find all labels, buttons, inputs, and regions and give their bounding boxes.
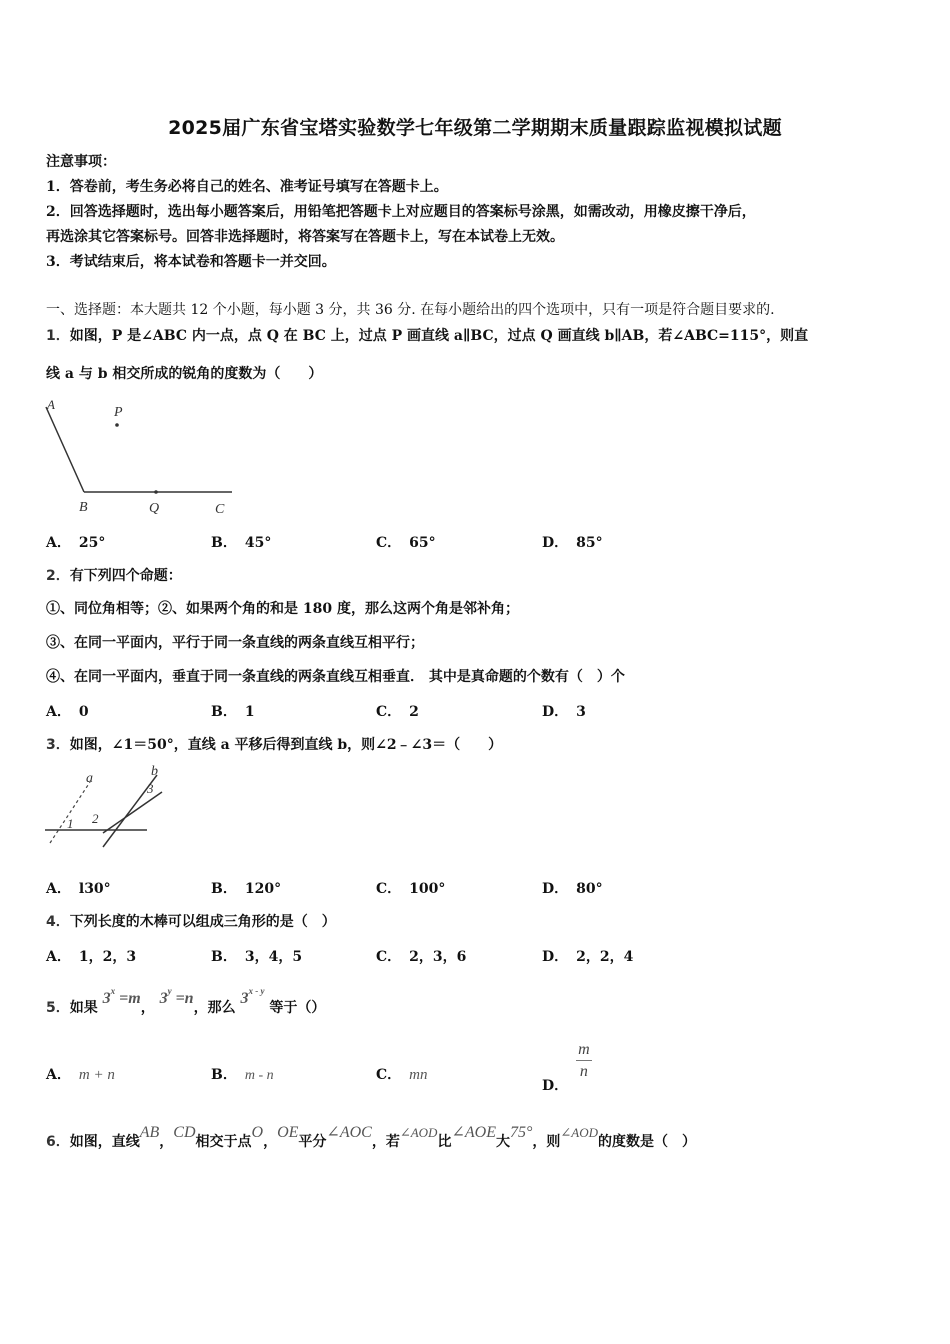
math-75-degrees: 75°	[509, 1124, 533, 1141]
expr-3y-eq-n: $3^y =n$	[159, 986, 194, 1007]
question-1-stem: 如图，P 是∠ABC 内一点，点 Q 在 BC 上，过点 P 画直线 a∥BC，过点 Q 画直线 b∥AB，若∠ABC=115°，则直	[69, 328, 809, 344]
label-c: C	[215, 502, 225, 517]
question-1-line-2: 线 a 与 b 相交所成的锐角的度数为（ ）	[46, 366, 323, 382]
math-angle-aoe: ∠AOE	[451, 1124, 496, 1141]
math-angle-aod: ∠AOD	[399, 1125, 438, 1140]
section-header: 一、选择题：本大题共 12 个小题，每小题 3 分，共 36 分. 在每小题给出的四个选项中，只有一项是符合题目要求的.	[46, 302, 775, 318]
question-1-options	[46, 532, 906, 554]
option-d[interactable]: D． 3	[542, 704, 586, 720]
ray-ba	[46, 407, 84, 492]
question-6-stem: 6．如图，直线AB，CD相交于点O，OE平分∠AOC，若∠AOD比∠AOE大75°，则∠AOD的度数是（ ）	[46, 1124, 696, 1150]
option-b[interactable]: B． 45°	[211, 535, 272, 551]
question-2-line-3: ④、在同一平面内，垂直于同一条直线的两条直线互相垂直． 其中是真命题的个数有（ ）个	[46, 669, 625, 685]
point-p	[115, 423, 119, 427]
page-title: 2025届广东省宝塔实验数学七年级第二学期期末质量跟踪监视模拟试题	[168, 117, 782, 139]
transversal	[103, 792, 162, 833]
notice-item-3: 3．考试结束后，将本试卷和答题卡一并交回。	[46, 254, 336, 270]
question-number: 2．	[46, 568, 70, 584]
question-4-stem: 4．下列长度的木棒可以组成三角形的是（ ）	[46, 914, 336, 930]
option-a[interactable]: A． l30°	[46, 881, 111, 897]
option-b[interactable]: B． m - n	[211, 1067, 274, 1083]
question-5-options	[46, 1040, 906, 1094]
question-number: 3．	[46, 737, 70, 753]
option-a[interactable]: A． 0	[46, 704, 89, 720]
option-c[interactable]: C． 2，3，6	[376, 949, 467, 965]
option-c[interactable]: C． 2	[376, 704, 419, 720]
expr-3-x-minus-y: 3$^{x - y}$	[240, 986, 265, 1007]
question-3-figure	[40, 760, 170, 855]
question-4-options	[46, 946, 906, 968]
question-2-options	[46, 701, 906, 723]
option-d[interactable]: D． 80°	[542, 881, 603, 897]
fraction-m-over-n: $\frac{m}{n}$	[578, 1041, 590, 1080]
option-d[interactable]: D． 85°	[542, 535, 603, 551]
label-q: Q	[149, 501, 160, 516]
notice-item-1: 1．答卷前，考生务必将自己的姓名、准考证号填写在答题卡上。	[46, 179, 448, 195]
question-1-line-1	[46, 326, 906, 346]
option-a[interactable]: A． 1，2，3	[46, 949, 137, 965]
label-1: 1	[67, 816, 74, 831]
question-number: 6．	[46, 1134, 70, 1150]
math-ab: AB	[139, 1124, 160, 1141]
label-b: b	[151, 764, 158, 779]
question-3-options	[46, 878, 906, 900]
option-d[interactable]: D． $\frac{m}{n}$	[542, 1041, 590, 1094]
option-a[interactable]: A． m + n	[46, 1067, 115, 1083]
label-a: A	[47, 397, 55, 412]
option-a[interactable]: A． 25°	[46, 535, 106, 551]
question-1-figure	[40, 395, 240, 520]
option-b[interactable]: B． 3，4，5	[211, 949, 303, 965]
expr-3x-eq-m: $3^x =m$	[102, 986, 141, 1007]
math-angle-aoc: ∠AOC	[326, 1124, 372, 1141]
option-d[interactable]: D． 2，2，4	[542, 949, 634, 965]
question-2-line-1: ①、同位角相等；②、如果两个角的和是 180 度，那么这两个角是邻补角；	[46, 601, 519, 617]
option-c[interactable]: C． 65°	[376, 535, 436, 551]
label-3: 3	[147, 781, 154, 796]
question-5-stem: 5．如果 $3^x =m$， $3^y =n$，那么 3$^{x - y}$ 等于（）	[46, 986, 326, 1016]
math-angle-aod: ∠AOD	[560, 1125, 598, 1140]
math-o: O	[251, 1124, 264, 1141]
point-q	[154, 490, 158, 494]
notice-item-2: 2．回答选择题时，选出每小题答案后，用铅笔把答题卡上对应题目的答案标号涂黑，如需改动，用橡皮擦干净后，	[46, 204, 756, 220]
label-b: B	[79, 500, 88, 515]
label-a: a	[86, 771, 93, 786]
math-oe: OE	[277, 1124, 299, 1141]
label-2: 2	[92, 811, 99, 826]
label-p: P	[114, 405, 123, 420]
math-cd: CD	[173, 1124, 196, 1141]
question-2-line-2: ③、在同一平面内，平行于同一条直线的两条直线互相平行；	[46, 635, 424, 651]
option-c[interactable]: C． 100°	[376, 881, 446, 897]
notice-heading: 注意事项：	[46, 154, 116, 170]
question-number: 1．	[46, 328, 70, 344]
question-number: 5．	[46, 1000, 70, 1016]
notice-item-2-cont: 再选涂其它答案标号。回答非选择题时，将答案写在答题卡上，写在本试卷上无效。	[46, 229, 564, 245]
option-b[interactable]: B． 1	[211, 704, 255, 720]
option-b[interactable]: B． 120°	[211, 881, 282, 897]
question-3-stem: 3．如图，∠1＝50°，直线 a 平移后得到直线 b，则∠2﹣∠3＝（ ）	[46, 737, 503, 753]
option-c[interactable]: C． mn	[376, 1067, 428, 1083]
question-number: 4．	[46, 914, 70, 930]
line-a-dashed	[50, 782, 90, 843]
question-2-stem: 2．有下列四个命题：	[46, 568, 182, 584]
